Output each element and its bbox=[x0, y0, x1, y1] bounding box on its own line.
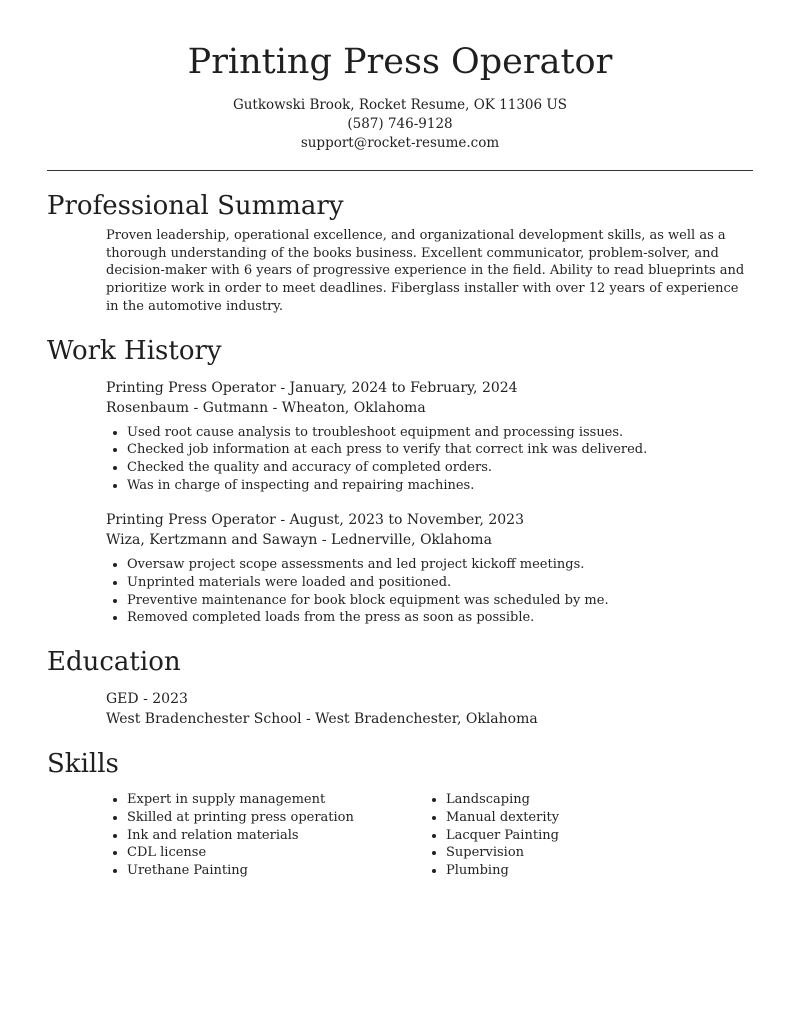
summary-body bbox=[106, 227, 753, 316]
education-title: Education bbox=[47, 647, 181, 678]
job-entry bbox=[106, 378, 753, 495]
job-duty: • Removed completed loads from the press as soon as possible. bbox=[127, 609, 753, 627]
phone: (587) 746-9128 bbox=[347, 116, 453, 132]
skill-item: • Supervision bbox=[446, 844, 744, 862]
job-company-location: Wiza, Kertzmann and Sawayn - Lednerville, Oklahoma bbox=[106, 532, 492, 549]
degree-year: GED - 2023 bbox=[106, 691, 188, 708]
header-divider bbox=[47, 170, 753, 171]
skill-item: • Urethane Painting bbox=[127, 862, 425, 880]
job-duty: • Checked job information at each press to verify that correct ink was delivered. bbox=[127, 441, 753, 459]
address: Gutkowski Brook, Rocket Resume, OK 11306 US bbox=[232, 97, 568, 113]
resume-header bbox=[47, 0, 753, 153]
work-history-title: Work History bbox=[47, 335, 222, 366]
school-location: West Bradenchester School - West Bradenchester, Oklahoma bbox=[106, 711, 538, 728]
summary-title: Professional Summary bbox=[47, 191, 344, 221]
skill-item: • Skilled at printing press operation bbox=[127, 809, 425, 827]
work-history-section bbox=[47, 334, 753, 628]
summary-section bbox=[47, 189, 753, 316]
work-history-body bbox=[106, 378, 753, 628]
job-duty: • Was in charge of inspecting and repairing machines. bbox=[127, 477, 753, 495]
job-title-dates: Printing Press Operator - January, 2024 to February, 2024 bbox=[106, 379, 518, 396]
job-duties bbox=[106, 556, 753, 627]
summary-text: Proven leadership, operational excellence, and organizational development skills, as well as a thorough understanding of the books business. Excellent communicator, problem-solver, and decision-maker with 6 years of progressive experience in the field. Ability to read blueprints and prioritize work in order to meet deadlines. Fiberglass installer with over 12 years of experience in the automotive industry. bbox=[106, 228, 745, 314]
job-duty: • Preventive maintenance for book block equipment was scheduled by me. bbox=[127, 592, 753, 610]
skills-grid bbox=[106, 791, 753, 880]
skill-item: • Manual dexterity bbox=[446, 809, 744, 827]
skill-item: • Expert in supply management bbox=[127, 791, 425, 809]
job-duty: • Oversaw project scope assessments and led project kickoff meetings. bbox=[127, 556, 753, 574]
job-title-dates: Printing Press Operator - August, 2023 to November, 2023 bbox=[106, 512, 524, 529]
skills-list bbox=[106, 791, 425, 880]
job-duty: • Unprinted materials were loaded and positioned. bbox=[127, 574, 753, 592]
job-entry bbox=[106, 510, 753, 627]
skill-item: • Lacquer Painting bbox=[446, 827, 744, 845]
skills-title: Skills bbox=[47, 749, 119, 780]
job-duty: • Used root cause analysis to troubleshoot equipment and processing issues. bbox=[127, 424, 753, 442]
skill-item: • CDL license bbox=[127, 844, 425, 862]
education-body bbox=[106, 689, 753, 729]
job-duty: • Checked the quality and accuracy of completed orders. bbox=[127, 459, 753, 477]
skill-item: • Ink and relation materials bbox=[127, 827, 425, 845]
skill-item: • Plumbing bbox=[446, 862, 744, 880]
skill-item: • Landscaping bbox=[446, 791, 744, 809]
skills-section bbox=[47, 747, 753, 880]
candidate-name: Printing Press Operator bbox=[187, 42, 613, 82]
education-section bbox=[47, 645, 753, 729]
email: support@rocket-resume.com bbox=[300, 135, 500, 151]
skills-column-left bbox=[106, 791, 425, 880]
job-company-location: Rosenbaum - Gutmann - Wheaton, Oklahoma bbox=[106, 399, 426, 416]
job-duties bbox=[106, 424, 753, 495]
skills-column-right bbox=[425, 791, 744, 880]
skills-list bbox=[425, 791, 744, 880]
